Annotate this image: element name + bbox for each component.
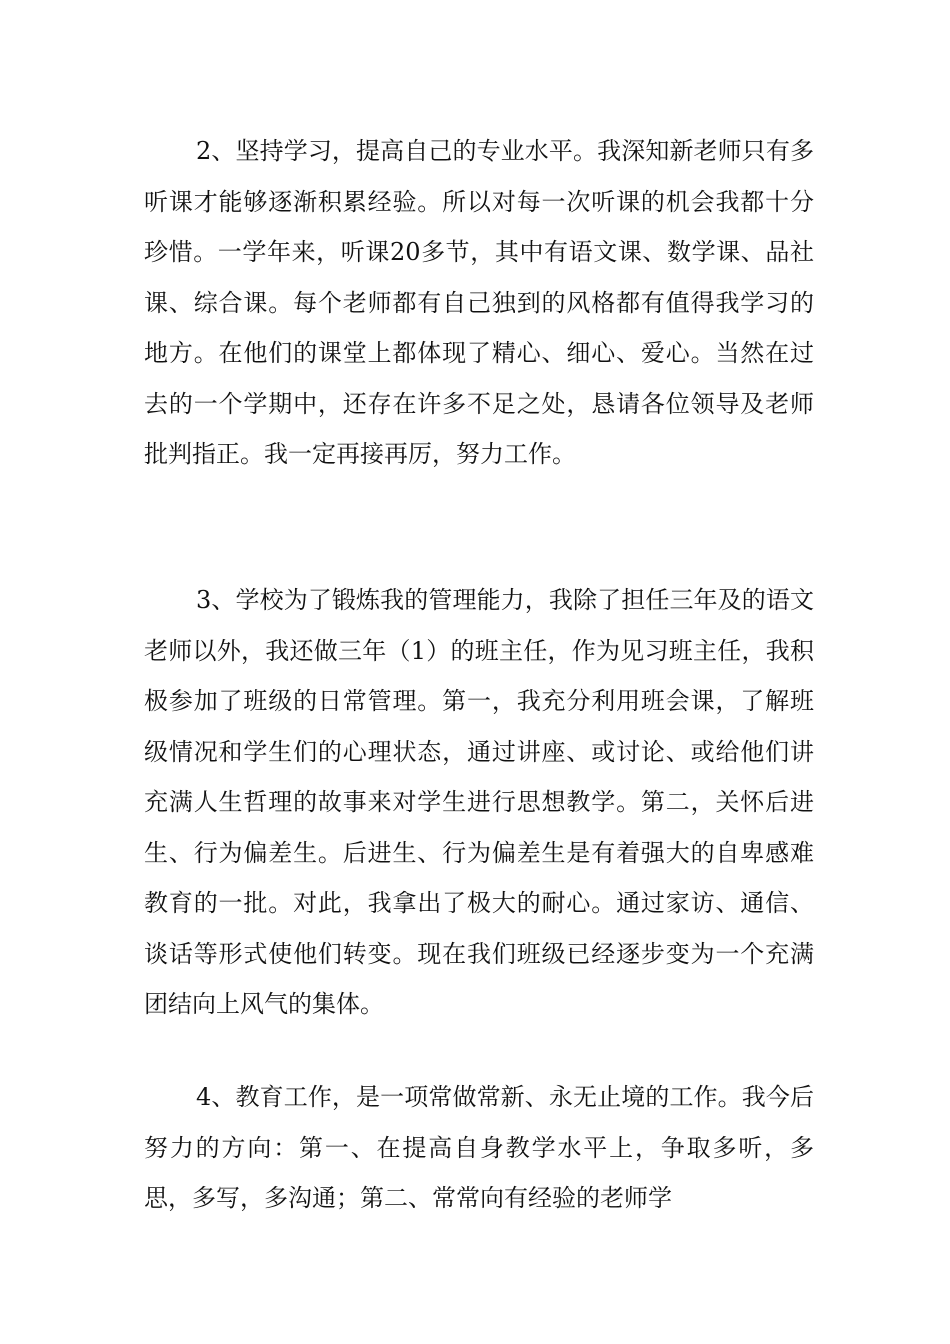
paragraph-3: 3、学校为了锻炼我的管理能力，我除了担任三年及的语文老师以外，我还做三年（1）的班主任，作为见习班主任，我积极参加了班级的日常管理。第一，我充分利用班会课，了解班级情况和学生们的心理状态，通过讲座、或讨论、或给他们讲充满人生哲理的故事来对学生进行思想教学。第二，关怀后进生、行为偏差生。后进生、行为偏差生是有着强大的自卑感难教育的一批。对此，我拿出了极大的耐心。通过家访、通信、谈话等形式使他们转变。现在我们班级已经逐步变为一个充满团结向上风气的集体。 bbox=[144, 586, 814, 1018]
paragraph-4: 4、教育工作，是一项常做常新、永无止境的工作。我今后努力的方向：第一、在提高自身教学水平上，争取多听，多思，多写，多沟通；第二、常常向有经验的老师学 bbox=[144, 1083, 814, 1212]
paragraph-2: 2、坚持学习，提高自己的专业水平。我深知新老师只有多听课才能够逐渐积累经验。所以对每一次听课的机会我都十分珍惜。一学年来，听课20多节，其中有语文课、数学课、品社课、综合课。每个老师都有自己独到的风格都有值得我学习的地方。在他们的课堂上都体现了精心、细心、爱心。当然在过去的一个学期中，还存在许多不足之处，恳请各位领导及老师批判指正。我一定再接再厉，努力工作。 bbox=[144, 137, 814, 468]
